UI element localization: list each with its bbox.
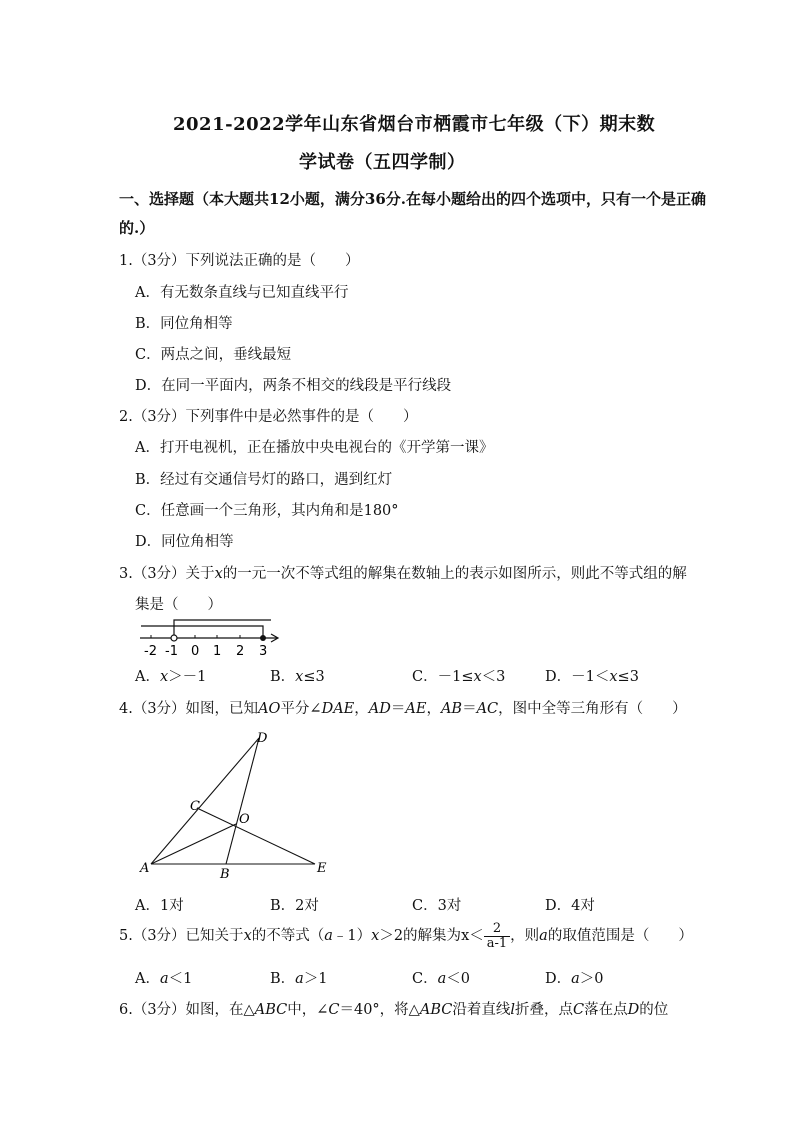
question-4-option-c: C．3对 — [412, 898, 462, 914]
solution-expression: x＜ $\frac{2}{a-1}$ — [461, 928, 510, 944]
exam-title-line1: 2021-2022学年山东省烟台市栖霞市七年级（下）期末数 — [173, 114, 656, 135]
question-4-option-d: D．4对 — [545, 898, 595, 914]
section-heading-line2: 的.） — [119, 219, 155, 237]
question-1-option-a: A．有无数条直线与已知直线平行 — [135, 285, 349, 301]
question-5-stem: 5.（3分）已知关于x的不等式（a﹣1）x＞2的解集为x＜ $\frac{2}{a-1}$ ，则a的取值范围是（ ） — [119, 920, 693, 951]
tick-label: -1 — [165, 644, 178, 658]
question-1-option-c: C．两点之间，垂线最短 — [135, 347, 292, 363]
tick-label: 0 — [191, 644, 200, 658]
question-5-option-b: B．a＞1 — [270, 971, 328, 987]
question-1-option-b: B．同位角相等 — [135, 316, 233, 332]
question-2-option-b: B．经过有交通信号灯的路口，遇到红灯 — [135, 472, 393, 488]
tick-label: 2 — [236, 644, 245, 658]
question-4-option-b: B．2对 — [270, 898, 319, 914]
question-5-option-c: C．a＜0 — [412, 971, 470, 987]
point-label-e: E — [317, 861, 327, 876]
fraction: $\frac{2}{a-1}$ — [484, 922, 510, 951]
open-endpoint — [171, 635, 177, 641]
point-label-b: B — [220, 867, 230, 878]
segment-ce — [199, 809, 315, 864]
point-label-o: O — [239, 812, 250, 827]
question-3-stem-line1: 3.（3分）关于x的一元一次不等式组的解集在数轴上的表示如图所示，则此不等式组的解 — [119, 566, 687, 582]
question-4-option-a: A．1对 — [135, 898, 184, 914]
question-3-stem-line2: 集是（ ） — [135, 597, 222, 613]
question-2-stem: 2.（3分）下列事件中是必然事件的是（ ） — [119, 409, 418, 425]
question-5-option-a: A．a＜1 — [135, 971, 193, 987]
segment-ao — [151, 824, 236, 864]
point-label-d: D — [257, 731, 268, 746]
question-3-option-a: A．x＞－1 — [135, 669, 207, 685]
question-2-option-d: D．同位角相等 — [135, 534, 234, 550]
tick-label: -2 — [144, 644, 157, 658]
exam-title-line2: 学试卷（五四学制） — [299, 152, 466, 173]
question-6-stem: 6.（3分）如图，在△ABC中，∠C＝40°，将△ABC沿着直线l折叠，点C落在点D的位 — [119, 1002, 669, 1018]
question-3-option-b: B．x≤3 — [270, 669, 325, 685]
number-line-figure — [136, 612, 284, 658]
question-3-option-d: D．－1＜x≤3 — [545, 669, 639, 685]
tick-label: 3 — [259, 644, 268, 658]
question-1-option-d: D．在同一平面内，两条不相交的线段是平行线段 — [135, 378, 452, 394]
question-3-option-c: C．－1≤x＜3 — [412, 669, 506, 685]
solution-ray-lower — [141, 626, 263, 638]
point-label-c: C — [190, 799, 200, 814]
triangle-figure — [138, 726, 338, 878]
section-heading-line1: 一、选择题（本大题共12小题，满分36分.在每小题给出的四个选项中，只有一个是正确 — [119, 190, 706, 208]
question-2-option-c: C．任意画一个三角形，其内角和是180° — [135, 503, 399, 519]
question-1-stem: 1.（3分）下列说法正确的是（ ） — [119, 253, 360, 269]
solution-ray-upper — [174, 620, 271, 638]
question-2-option-a: A．打开电视机，正在播放中央电视台的《开学第一课》 — [135, 440, 494, 456]
question-5-option-d: D．a＞0 — [545, 971, 604, 987]
question-4-stem: 4.（3分）如图，已知AO平分∠DAE，AD＝AE，AB＝AC，图中全等三角形有（ ） — [119, 701, 687, 717]
closed-endpoint — [260, 635, 266, 641]
point-label-a: A — [140, 861, 150, 876]
tick-label: 1 — [213, 644, 222, 658]
